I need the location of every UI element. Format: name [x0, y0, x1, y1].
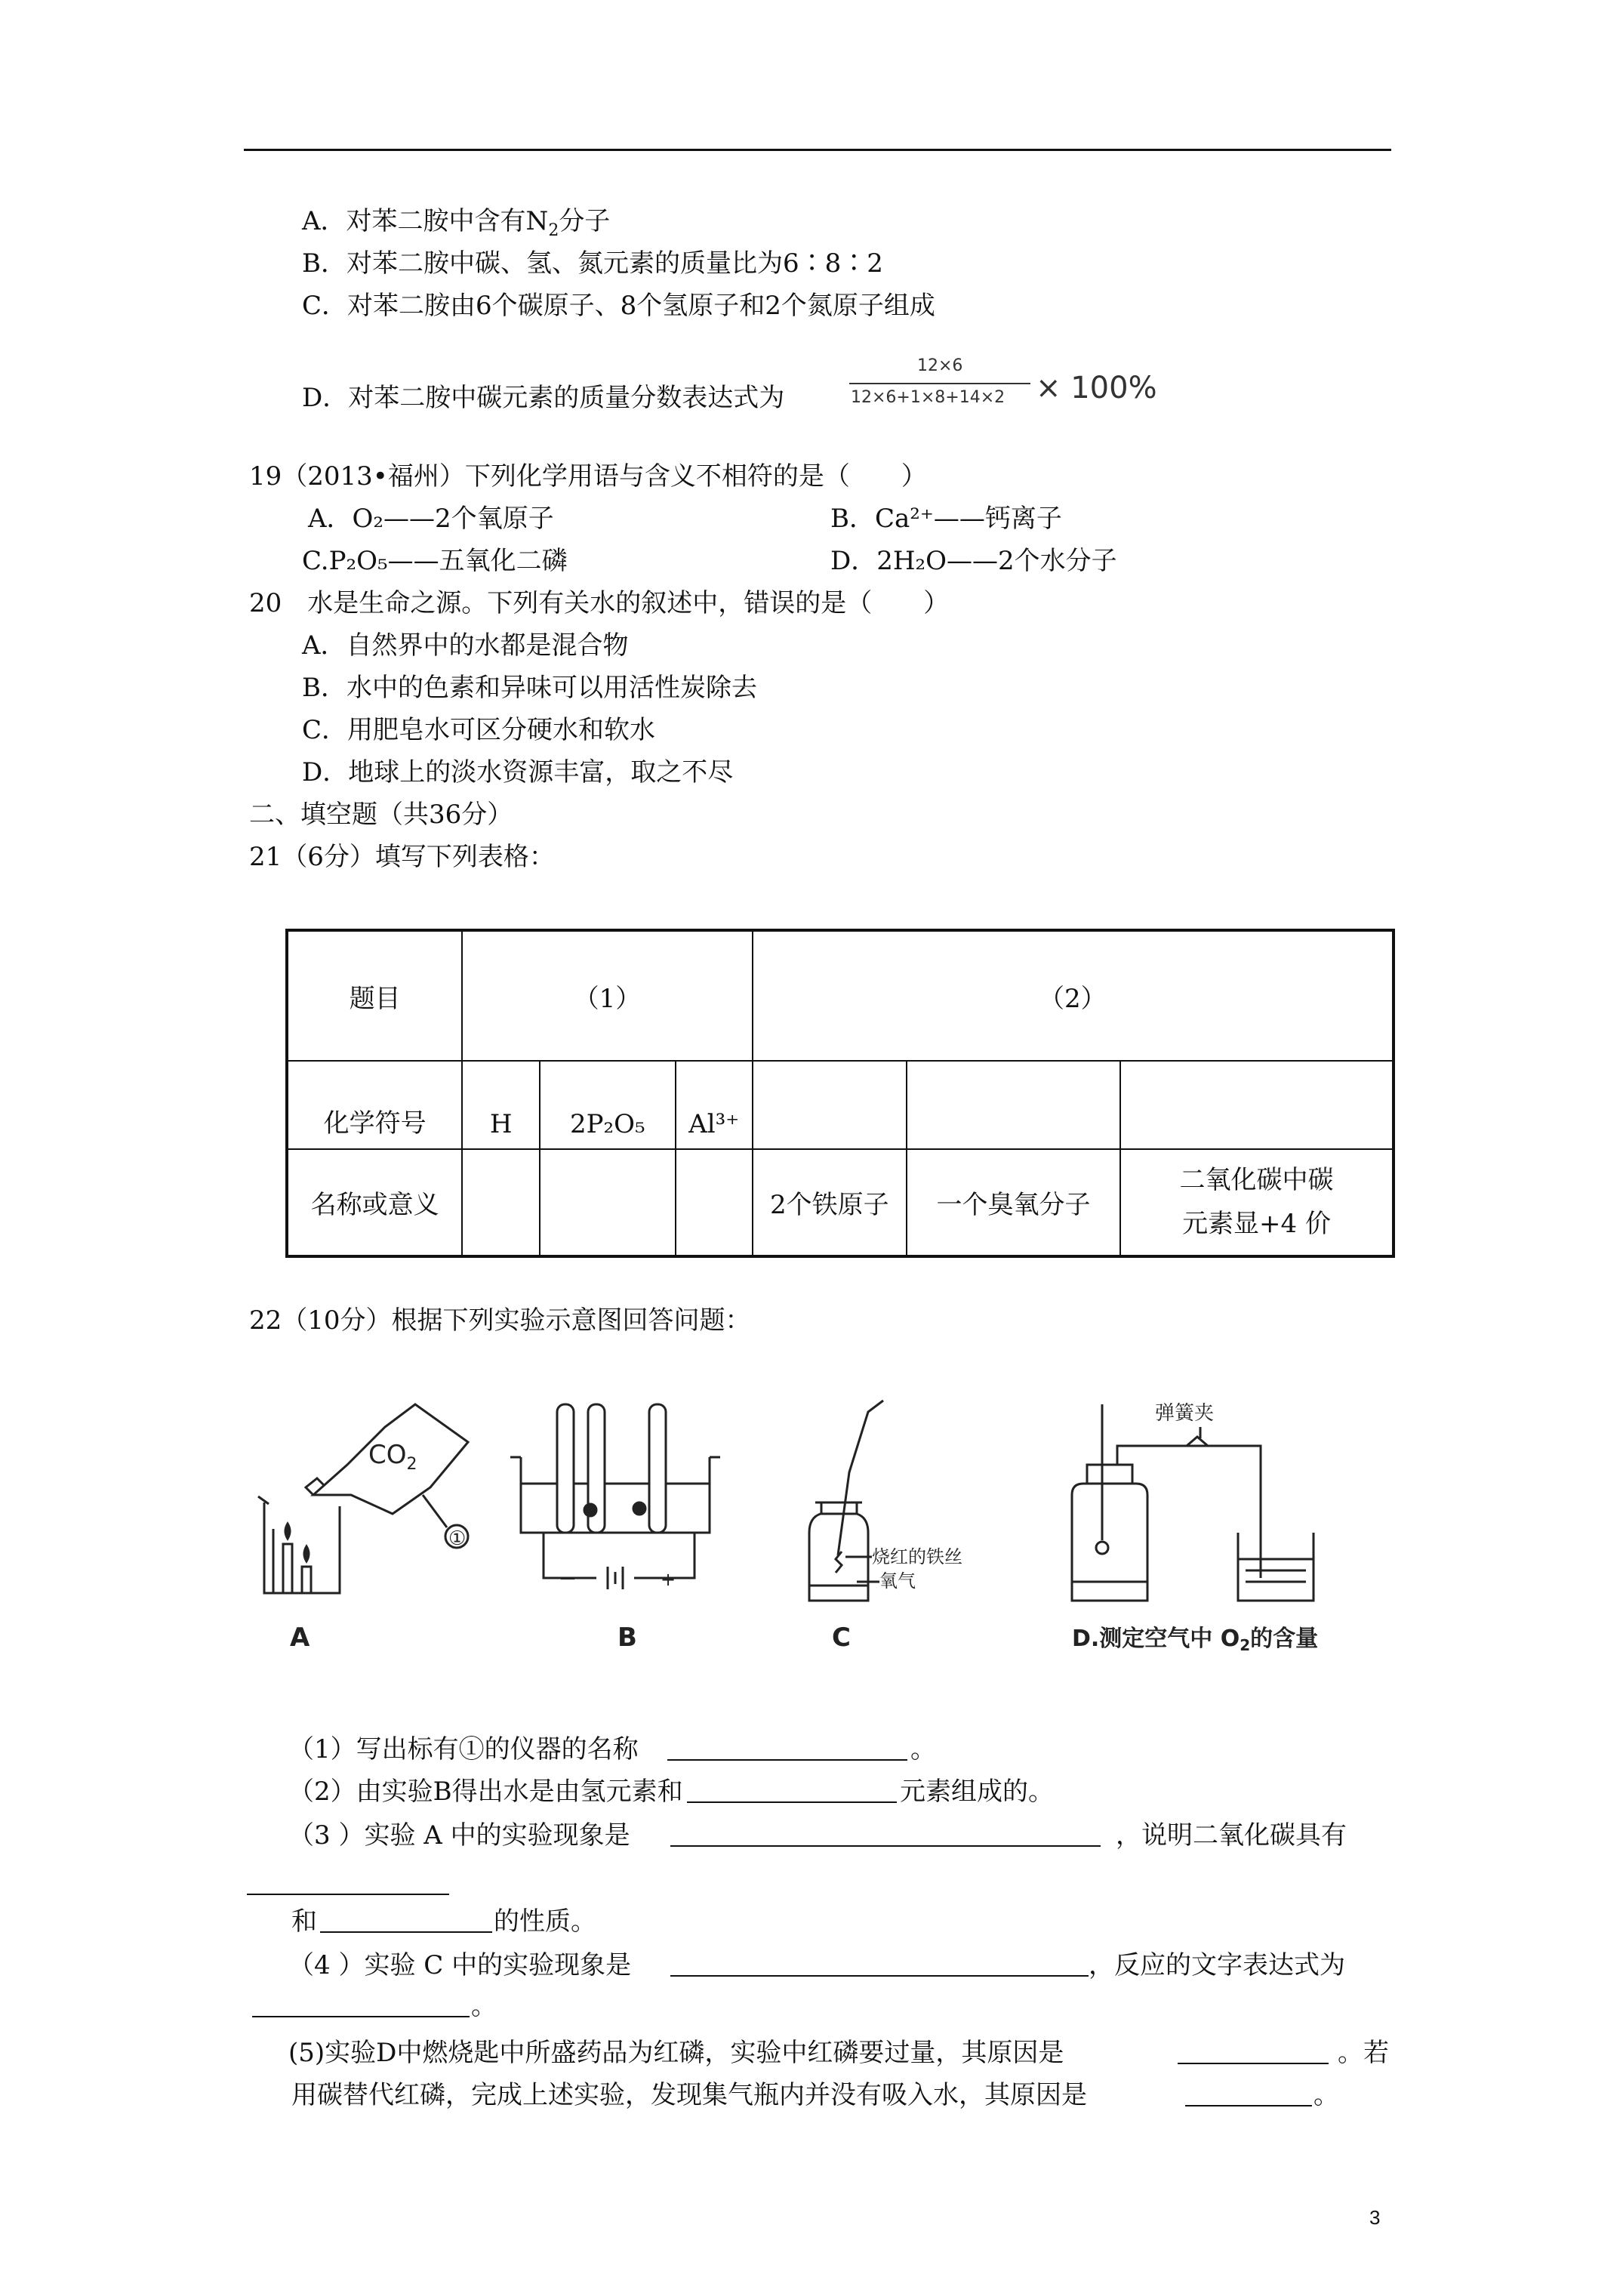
q22-part-3: （3 ）实验 A 中的实验现象是: [288, 1820, 630, 1851]
fraction-denominator: 12×6+1×8+14×2: [851, 388, 1006, 407]
cell-meaning-blank-2: [540, 1149, 676, 1256]
cell-meaning-iron: 2个铁原子: [753, 1149, 907, 1256]
blank-3a[interactable]: [670, 1845, 1101, 1847]
apparatus-d: [1072, 1402, 1318, 1654]
header-rule: [244, 149, 1391, 151]
q20-option-d: D．地球上的淡水资源丰富，取之不尽: [302, 757, 734, 787]
label-b: B: [617, 1623, 637, 1653]
q18-option-c: C．对苯二胺由6个碳原子、8个氢原子和2个氮原子组成: [302, 291, 935, 321]
q22-part-5-mid: 。若: [1338, 2038, 1389, 2068]
label-a: A: [290, 1623, 310, 1653]
q18-percent: × 100%: [1036, 371, 1157, 405]
cell-symbol-al: Al³⁺: [676, 1061, 753, 1149]
q22-part-3b-end: 的性质。: [494, 1906, 596, 1937]
q20-stem: 20 水是生命之源。下列有关水的叙述中，错误的是（ ）: [249, 588, 950, 618]
cell-symbol-p2o5: 2P₂O₅: [540, 1061, 676, 1149]
blank-4b[interactable]: [252, 2016, 470, 2017]
q22-part-1: （1）写出标有①的仪器的名称: [288, 1734, 639, 1764]
q21-stem: 21（6分）填写下列表格：: [249, 842, 555, 872]
experiment-figure: [242, 1382, 1397, 1661]
q22-part-3-mid: ，说明二氧化碳具有: [1116, 1820, 1347, 1851]
q22-part-4-mid: ，反应的文字表达式为: [1089, 1950, 1345, 1980]
q22-stem: 22（10分）根据下列实验示意图回答问题：: [249, 1305, 751, 1336]
blank-3c[interactable]: [320, 1931, 492, 1933]
q21-table: [285, 929, 1395, 1258]
blank-5a[interactable]: [1178, 2063, 1329, 2064]
q22-part-2: （2）由实验B得出水是由氢元素和: [288, 1777, 683, 1807]
cell-meaning-blank-1: [462, 1149, 540, 1256]
q20-option-a: A．自然界中的水都是混合物: [302, 630, 629, 661]
header-part-1: （1）: [462, 930, 752, 1061]
blank-2[interactable]: [687, 1801, 897, 1803]
oxygen-label: 氧气: [879, 1570, 916, 1592]
row-label-symbol: 化学符号: [287, 1061, 462, 1149]
q22-part-5b: 用碳替代红磷，完成上述实验，发现集气瓶内并没有吸入水，其原因是: [291, 2080, 1087, 2110]
blank-4a[interactable]: [670, 1975, 1089, 1977]
q19-option-d: D．2H₂O——2个水分子: [830, 546, 1117, 576]
header-topic: 题目: [287, 930, 462, 1061]
q18-fraction: [849, 358, 1030, 418]
blank-1[interactable]: [667, 1759, 907, 1761]
cell-symbol-blank-3: [1120, 1061, 1394, 1149]
page-number: 3: [1369, 2206, 1381, 2229]
cell-symbol-h: H: [462, 1061, 540, 1149]
q19-option-a: A．O₂——2个氧原子: [308, 504, 554, 534]
svg-text:CO2: $CO_2$: [368, 1440, 417, 1474]
cell-meaning-blank-3: [676, 1149, 753, 1256]
q19-option-b: B．Ca²⁺——钙离子: [830, 504, 1062, 534]
q22-part-3b: 和: [291, 1906, 317, 1937]
cell-meaning-co2-line2: 元素显+4 价: [1182, 1208, 1331, 1239]
cell-meaning-co2: [1120, 1149, 1394, 1256]
apparatus-a: [258, 1404, 468, 1653]
apparatus-c: [809, 1401, 962, 1653]
q20-option-c: C．用肥皂水可区分硬水和软水: [302, 715, 656, 745]
minus-label: －: [559, 1569, 577, 1590]
section-title: 二、填空题（共36分）: [249, 800, 513, 830]
cell-symbol-blank-2: [907, 1061, 1120, 1149]
q22-part-5: (5)实验D中燃烧匙中所盛药品为红磷，实验中红磷要过量，其原因是: [288, 2038, 1064, 2068]
blank-3b[interactable]: [247, 1894, 449, 1895]
q18-option-a: A．对苯二胺中含有$N_2$分子: [302, 206, 611, 240]
q20-option-b: B．水中的色素和异味可以用活性炭除去: [302, 673, 757, 703]
fraction-numerator: 12×6: [917, 356, 963, 375]
q18-option-d: D．对苯二胺中碳元素的质量分数表达式为: [302, 383, 785, 413]
cell-meaning-ozone: 一个臭氧分子: [907, 1149, 1120, 1256]
q22-part-4-end: 。: [471, 1991, 497, 2021]
q22-part-1-end: 。: [910, 1734, 936, 1764]
q22-part-2-end: 元素组成的。: [900, 1777, 1054, 1807]
row-label-meaning: 名称或意义: [287, 1149, 462, 1256]
circle-1-label: ①: [448, 1527, 467, 1550]
q22-part-4: （4 ）实验 C 中的实验现象是: [288, 1950, 632, 1980]
cell-symbol-blank-1: [753, 1061, 907, 1149]
q22-part-5b-end: 。: [1313, 2080, 1339, 2110]
q18-option-b: B．对苯二胺中碳、氢、氮元素的质量比为6∶8∶2: [302, 248, 883, 279]
header-part-2: （2）: [753, 930, 1394, 1061]
iron-wire-label: 烧红的铁丝: [872, 1546, 962, 1567]
fraction-bar: [849, 383, 1030, 384]
cell-meaning-co2-line1: 二氧化碳中碳: [1179, 1164, 1334, 1195]
q19-stem: 19（2013•福州）下列化学用语与含义不相符的是（ ）: [249, 461, 927, 492]
q19-option-c: C.P₂O₅——五氧化二磷: [302, 546, 568, 576]
plus-label: +: [661, 1569, 676, 1590]
apparatus-b: [510, 1404, 720, 1653]
label-d: D.测定空气中 $O_2$的含量: [1072, 1626, 1319, 1654]
spring-clip-label: 弹簧夹: [1155, 1402, 1215, 1425]
label-c: C: [832, 1623, 851, 1653]
blank-5b[interactable]: [1185, 2105, 1312, 2106]
